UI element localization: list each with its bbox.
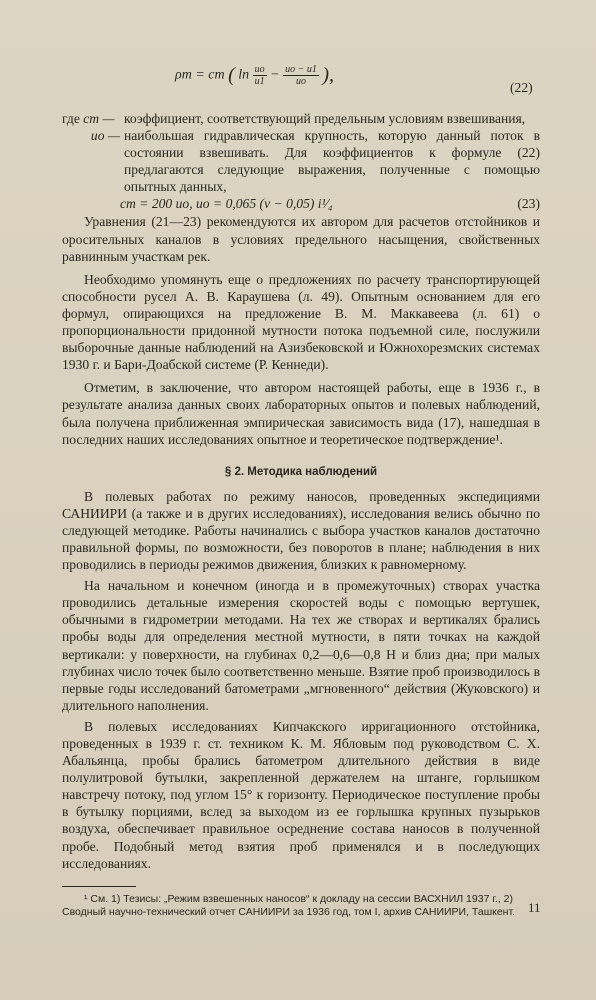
definition-c — [62, 110, 540, 127]
section-paragraph-3: В полевых исследованиях Кипчакского ирригационного отстойника, проведенных в 1939 г. ст. техником К. М. Ябловым под руководством С. Х. Абальянца, пробы брались батометром длительного действия в виде полулитровой бутылки, закрепленной держателем на штанге, горлышком навстречу потоку, под углом 15° к горизонту. Периодическое поступление пробы в бутылку порциями, вслед за выходом из ее горлышка крупных пузырьков воздуха, обеспечивает правильное осреднение состава наносов в полученной пробе. Подобный метод взятия проб применялся и в последующих исследованиях. — [62, 718, 540, 871]
frac2-numerator: uo − u1 — [285, 64, 317, 75]
formula-22-lhs: ρт = cт — [175, 67, 225, 83]
frac2-denominator: uo — [296, 76, 306, 87]
paren-open: ( — [228, 64, 235, 86]
equation-number-22: (22) — [510, 80, 533, 95]
body-top — [62, 110, 540, 919]
page-number: 11 — [528, 900, 541, 915]
formula-22-ln: ln — [238, 67, 250, 83]
definition-u-text: наибольшая гидравлическая крупность, которую данный поток в состоянии взвешивать. Для коэффициентов к формуле (22) предлагаются следующие выражения, полученные с помощью опытных данных, — [124, 128, 540, 195]
paragraph-3: Отметим, в заключение, что автором настоящей работы, еще в 1936 г., в результате анализа данных своих лабораторных опытов и полевых наблюдений, была получена приближенная эмпирическая зависимость вида (17), нашедшая в последних наших исследованиях опытное и теоретическое подтверждение¹. — [62, 380, 540, 447]
formula-22 — [175, 64, 334, 87]
section-paragraph-1: В полевых работах по режиму наносов, проведенных экспедициями САНИИРИ (а также и в других исследованиях), исследования велись обычно по следующей методике. Работы начинались с выбора участков каналов достаточно правильной формы, по возможности, без поворотов в плане; наблюдения в них проводились в периоды режимов движения, близких к равномерному. — [62, 488, 540, 573]
formula-22-fraction-1 — [253, 64, 267, 87]
formula-22-minus: − — [270, 67, 280, 83]
formula-23 — [62, 195, 540, 213]
section-paragraph-2: На начальном и конечном (иногда и в промежуточных) створах участка проводились детальные измерения скоростей воды с помощью вертушек, обычными в гидрометрии методами. На тех же створах и вертикалях брались пробы воды для определения местной мутности, в пяти точках на каждой вертикали: у поверхности, на глубинах 0,2—0,6—0,8 H и близ дна; при малых глубинах число точек было соответственно меньше. Взятие проб производилось в первые годы исследований батометрами „мгновенного“ действия (Жуковского) и длительного наполнения. — [62, 578, 540, 713]
definition-c-symbol: где cт — — [62, 111, 115, 126]
definition-u — [62, 127, 540, 195]
footnote-divider — [62, 886, 136, 887]
equation-number-23: (23) — [517, 196, 540, 212]
formula-23-text: cт = 200 uo, uo = 0,065 (v − 0,05) i¹⁄₄ — [120, 196, 333, 212]
definition-u-symbol: uo — — [90, 128, 120, 144]
definition-c-text: коэффициент, соответствующий предельным условиям взвешивания, — [124, 111, 526, 126]
paragraph-2: Необходимо упомянуть еще о предложениях по расчету транспортирующей способности русел А. В. Караушева (л. 49). Опытным основанием для его формул, опирающихся на предложение В. М. Маккавеева (л. 61) о пропорциональности придонной мутности потока подъемной силе, послужили выборочные данные наблюдений на Азизбековской и Южнохорезмских системах 1930 г. и Бари-Доабской системе (Р. Кеннеди). — [62, 271, 540, 373]
formula-22-fraction-2 — [283, 64, 319, 87]
section-title: § 2. Методика наблюдений — [224, 465, 378, 478]
footnote: ¹ См. 1) Тезисы: „Режим взвешенных наносов“ к докладу на сессии ВАСХНИЛ 1937 г., 2) Сводный научно-технический отчет САНИИРИ за 1936 год, том I, архив САНИИРИ, Ташкент. — [62, 892, 516, 918]
paren-close: ), — [322, 64, 335, 86]
paragraph-1: Уравнения (21—23) рекомендуются их автором для расчетов отстойников и оросительных каналов в условиях предельного насыщения, свойственных равнинным участкам рек. — [62, 214, 540, 264]
frac1-numerator: uo — [254, 64, 265, 75]
frac1-denominator: u1 — [254, 76, 265, 87]
